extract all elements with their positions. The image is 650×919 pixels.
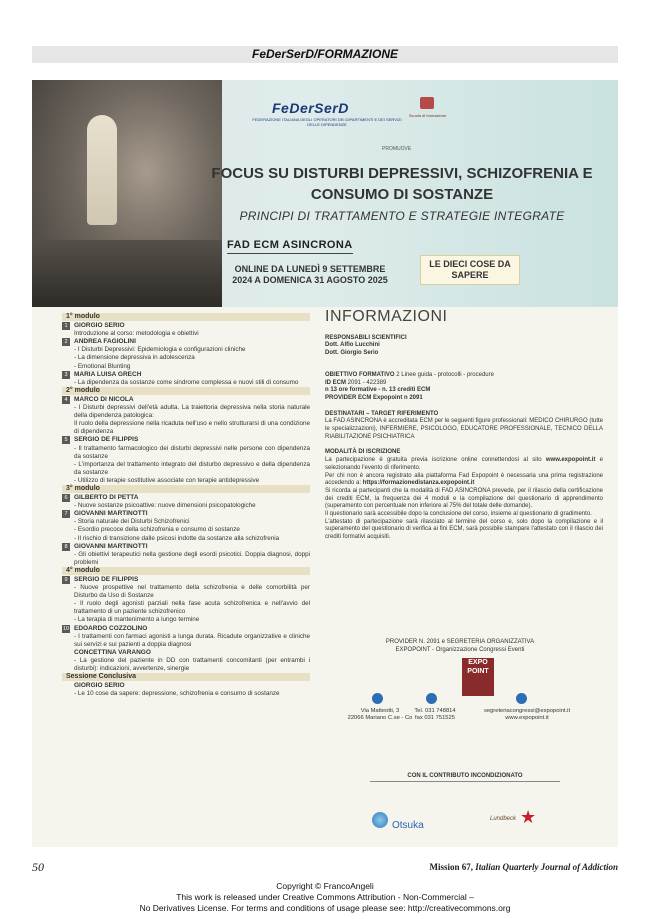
course-title: FOCUS SU DISTURBI DEPRESSIVI, SCHIZOFRENIA E CONSUMO DI SOSTANZE (211, 165, 593, 203)
lesson-topic: Introduzione al corso: metodologia e obiettivi (74, 330, 199, 338)
lundbeck-logo: Lundbeck (490, 816, 517, 822)
enrollment-block (325, 449, 603, 541)
speaker-row (62, 649, 310, 657)
lundbeck-star-icon: ★ (520, 807, 537, 827)
speaker-name: SERGIO DE FILIPPIS (74, 576, 139, 583)
ten-things-badge: LE DIECI COSE DA SAPERE (420, 255, 520, 285)
scientific-leads (325, 335, 603, 358)
enrollment-text: L'attestato di partecipazione sarà rilasciato al termine del corso e, solo dopo la compilazione e il superamento del questionario di verifica ai fini ECM, sarà possibile stampare l'attestato con il rilascio dei crediti formativi acquisiti. (325, 518, 603, 541)
lesson-number: 8 (62, 543, 70, 551)
phone-number: Tel. 031 748814 (414, 708, 456, 714)
speaker-row (62, 510, 310, 518)
info-panel (325, 308, 603, 550)
lesson-topic: - Il trattamento farmacologico dei disturbi depressivi nelle persone con dipendenza da sostanze (74, 444, 310, 460)
program-modules (62, 313, 310, 698)
speaker-name: ANDREA FAGIOLINI (74, 338, 136, 346)
federserd-logo-subtitle: FEDERAZIONE ITALIANA DEGLI OPERATORI DEI DIPARTIMENTI E DEI SERVIZI DELLE DIPENDENZE (252, 117, 402, 127)
lesson-topic: - L'importanza del trattamento integrato del disturbo depressivo e della dipendenza da sostanze (74, 460, 310, 476)
objective-label: OBIETTIVO FORMATIVO (325, 371, 395, 378)
copyright-line: Copyright © FrancoAngeli (276, 881, 374, 891)
ecm-id-label: ID ECM (325, 379, 346, 386)
lesson-topic: - Nuove sostanze psicoattive: nuove dimensioni psicopatologiche (74, 502, 256, 510)
lesson-number: 2 (62, 338, 70, 346)
phone-fax (410, 708, 460, 722)
lesson-topic: - Storia naturale dei Disturbi Schizofrenici (74, 518, 190, 526)
website-link[interactable]: www.expopoint.it (505, 715, 549, 721)
lesson-topic: - Utilizzo di terapie sostitutive associate con terapie antidepressive (74, 476, 260, 484)
speaker-row (62, 436, 310, 444)
speaker-name: SERGIO DE FILIPPIS (74, 436, 139, 444)
speaker-name: GIORGIO SERIO (74, 682, 125, 690)
enrollment-text: La partecipazione è gratuita previa iscrizione online connettendosi al sito (325, 457, 546, 464)
speaker-name: MARCO DI NICOLA (74, 395, 134, 403)
lesson-topic: - Gli obiettivi terapeutici nella gestione degli esordi psicotici. Doppia diagnosi, doppi problemi (74, 550, 310, 566)
lesson-number: 6 (62, 494, 70, 502)
expopoint-link[interactable]: www.expopoint.it (545, 457, 596, 464)
license-line: No Derivatives License. For terms and conditions of usage please see: http://creativecommons.org (139, 903, 511, 913)
course-dates: ONLINE DA LUNEDÌ 9 SETTEMBRE 2024 A DOMENICA 31 AGOSTO 2025 (232, 264, 388, 285)
speaker-row (62, 576, 310, 584)
lesson-topic: - I trattamenti con farmaci agonisti a lunga durata. Ricadute organizzative e cliniche sui servizi e sui pazienti a doppia diagnosi (74, 632, 310, 648)
speaker-name: GIOVANNI MARTINOTTI (74, 542, 148, 550)
fad-label: FAD ECM ASINCRONA (227, 239, 353, 254)
unconditional-contribution-label: CON IL CONTRIBUTO INCONDIZIONATO (370, 773, 560, 782)
lesson-topic: - Il rischio di transizione dalle psicosi indotte da sostanze alla schizofrenia (74, 534, 280, 542)
otsuka-logo: Otsuka (392, 820, 424, 831)
phone-icon (426, 693, 437, 704)
otsuka-logo-icon (372, 812, 388, 828)
school-seal-icon (420, 97, 434, 109)
fad-platform-link[interactable]: https://formazionedistanza.expopoint.it (362, 480, 475, 487)
speaker-row (62, 396, 310, 404)
ecm-id: 2091 - 422389 (346, 379, 387, 386)
course-subtitle: PRINCIPI DI TRATTAMENTO E STRATEGIE INTEGRATE (239, 209, 565, 223)
lesson-topic: - I Disturbi depressivi dell'età adulta. La traiettoria depressiva nella storia naturale della dipendenza patologica: (74, 404, 310, 420)
email-web (472, 708, 582, 722)
lesson-topic: - La terapia di mantenimento a lungo termine (74, 616, 200, 624)
provider-ecm: PROVIDER ECM Expopoint n 2091 (325, 394, 423, 401)
federserd-logo: FeDerSerD (272, 100, 349, 116)
provider-line: EXPOPOINT - Organizzazione Congressi Eventi (395, 647, 525, 653)
module-heading: 4° modulo (62, 567, 310, 575)
speaker-name: EDOARDO COZZOLINO (74, 624, 148, 632)
hours-credits: n 13 ore formative - n. 13 crediti ECM (325, 387, 431, 394)
module-heading: Sessione Conclusiva (62, 673, 310, 681)
journal-name: Mission 67, (429, 862, 476, 872)
speaker-row (62, 543, 310, 551)
enrollment-text: e selezionando l'evento di riferimento. (325, 457, 603, 471)
lesson-topic: - La dimensione depressiva in adolescenza (74, 354, 195, 362)
page-number: 50 (32, 860, 44, 874)
speaker-name: GILBERTO DI PETTA (74, 494, 139, 502)
lesson-number: 4 (62, 396, 70, 404)
speaker-name: CONCETTINA VARANGO (74, 648, 151, 656)
module-heading: 3° modulo (62, 485, 310, 493)
speaker-row (62, 371, 310, 379)
scientific-lead-name: Dott. Giorgio Serio (325, 350, 379, 357)
lesson-topic: - Esordio precoce della schizofrenia e consumo di sostanze (74, 526, 240, 534)
lesson-number: 10 (62, 625, 70, 632)
copyright-footer (0, 881, 650, 914)
promotes-label: PROMUOVE (382, 146, 412, 152)
speaker-row (62, 682, 310, 690)
target-title: DESTINATARI – TARGET RIFERIMENTO (325, 410, 439, 417)
lesson-topic: - Nuove prospettive nel trattamento della schizofrenia e delle comorbilità per Disturbo da Uso di Sostanze (74, 584, 310, 600)
lesson-number: 5 (62, 436, 70, 444)
enrollment-title: MODALITÀ DI ISCRIZIONE (325, 449, 401, 456)
speaker-name: GIORGIO SERIO (74, 322, 125, 330)
course-poster (32, 80, 618, 847)
speaker-row (62, 494, 310, 502)
license-line: This work is released under Creative Commons Attribution - Non-Commercial – (176, 892, 474, 902)
lesson-number: 1 (62, 322, 70, 330)
speaker-row (62, 322, 310, 330)
speaker-row (62, 338, 310, 346)
lesson-topic: - I Disturbi Depressivi: Epidemiologia e configurazioni cliniche (74, 346, 246, 354)
scientific-leads-title: RESPONSABILI SCIENTIFICI (325, 334, 407, 341)
module-heading: 1° modulo (62, 313, 310, 321)
expopoint-logo: EXPO POINT (462, 658, 494, 696)
address-line: Via Matteotti, 3 (360, 708, 400, 714)
objective-text: 2 Linee guida - protocolli - procedure (394, 371, 494, 378)
target-block (325, 411, 603, 442)
lesson-number: 3 (62, 371, 70, 379)
lesson-number: 7 (62, 510, 70, 518)
speaker-name: MARIA LUISA GRECH (74, 370, 142, 378)
journal-subtitle: Italian Quarterly Journal of Addiction (475, 862, 618, 872)
poster-hero (32, 80, 618, 307)
lesson-topic: Il ruolo della depressione nella ricaduta nell'uso e nello strutturarsi di una condizione di dipendenza (74, 420, 310, 436)
enrollment-text: Il questionario sarà accessibile dopo la conclusione del corso, insieme al questionario di gradimento. (325, 511, 592, 518)
address (340, 708, 420, 722)
lesson-topic: - Emotional Blunting (74, 362, 131, 370)
speaker-name: GIOVANNI MARTINOTTI (74, 510, 148, 518)
speaker-row (62, 625, 310, 633)
globe-icon (516, 693, 527, 704)
lesson-topic: - Il ruolo degli agonisti parziali nella fase acuta schizofrenica e nell'avvio del trattamento di un paziente schizofrenico (74, 600, 310, 616)
scientific-lead-name: Dott. Alfio Lucchini (325, 342, 380, 349)
location-icon (372, 693, 383, 704)
provider-block (360, 638, 560, 654)
objective-block (325, 372, 603, 403)
info-heading: INFORMAZIONI (325, 308, 448, 325)
provider-line: PROVIDER N. 2091 e SEGRETERIA ORGANIZZATIVA (385, 639, 535, 645)
fax-number: fax 031 751525 (415, 715, 455, 721)
lesson-topic: - La dipendenza da sostanze come sindrome complessa e nuovi stili di consumo (74, 378, 299, 386)
section-header: FeDerSerD/FORMAZIONE (32, 46, 618, 63)
lesson-topic: - La gestione del paziente in DD con trattamenti concomitanti (per entrambi i disturbi): indicazioni, avvertenze, sinergie (74, 656, 310, 673)
lesson-topic: - Le 10 cose da sapere: depressione, schizofrenia e consumo di sostanze (74, 690, 280, 698)
lesson-number: 9 (62, 576, 70, 584)
address-line: 22066 Mariano C.se - Co (347, 715, 413, 721)
journal-citation (430, 862, 618, 872)
module-heading: 2° modulo (62, 387, 310, 395)
enrollment-text: Si ricorda ai partecipanti che la modalità di FAD ASINCRONA prevede, per il rilascio della certificazione dei crediti ECM, la frequenza dei 4 moduli e la compilazione del questionario di apprendimento (superamento con percentuale non inferiore al 75% del totale delle domande). (325, 487, 603, 510)
school-seal-text: Scuola di formazione (408, 113, 447, 118)
email-link[interactable]: segreteriacongressi@expopoint.it (483, 708, 571, 714)
target-text: La FAD ASINCRONA è accreditata ECM per le seguenti figure professionali: MEDICO CHIRURGO (tutte le specializzazioni), INFERMIERE, PSICOLOGO, EDUCATORE PROFESSIONALE, TECNICO DELLA RIABILITAZIONE PSICHIATRICA (325, 418, 603, 440)
enrollment-text: Per chi non è ancora registrato alla piattaforma Fad Expopoint è necessaria una prima registrazione accedendo a: (325, 472, 603, 487)
